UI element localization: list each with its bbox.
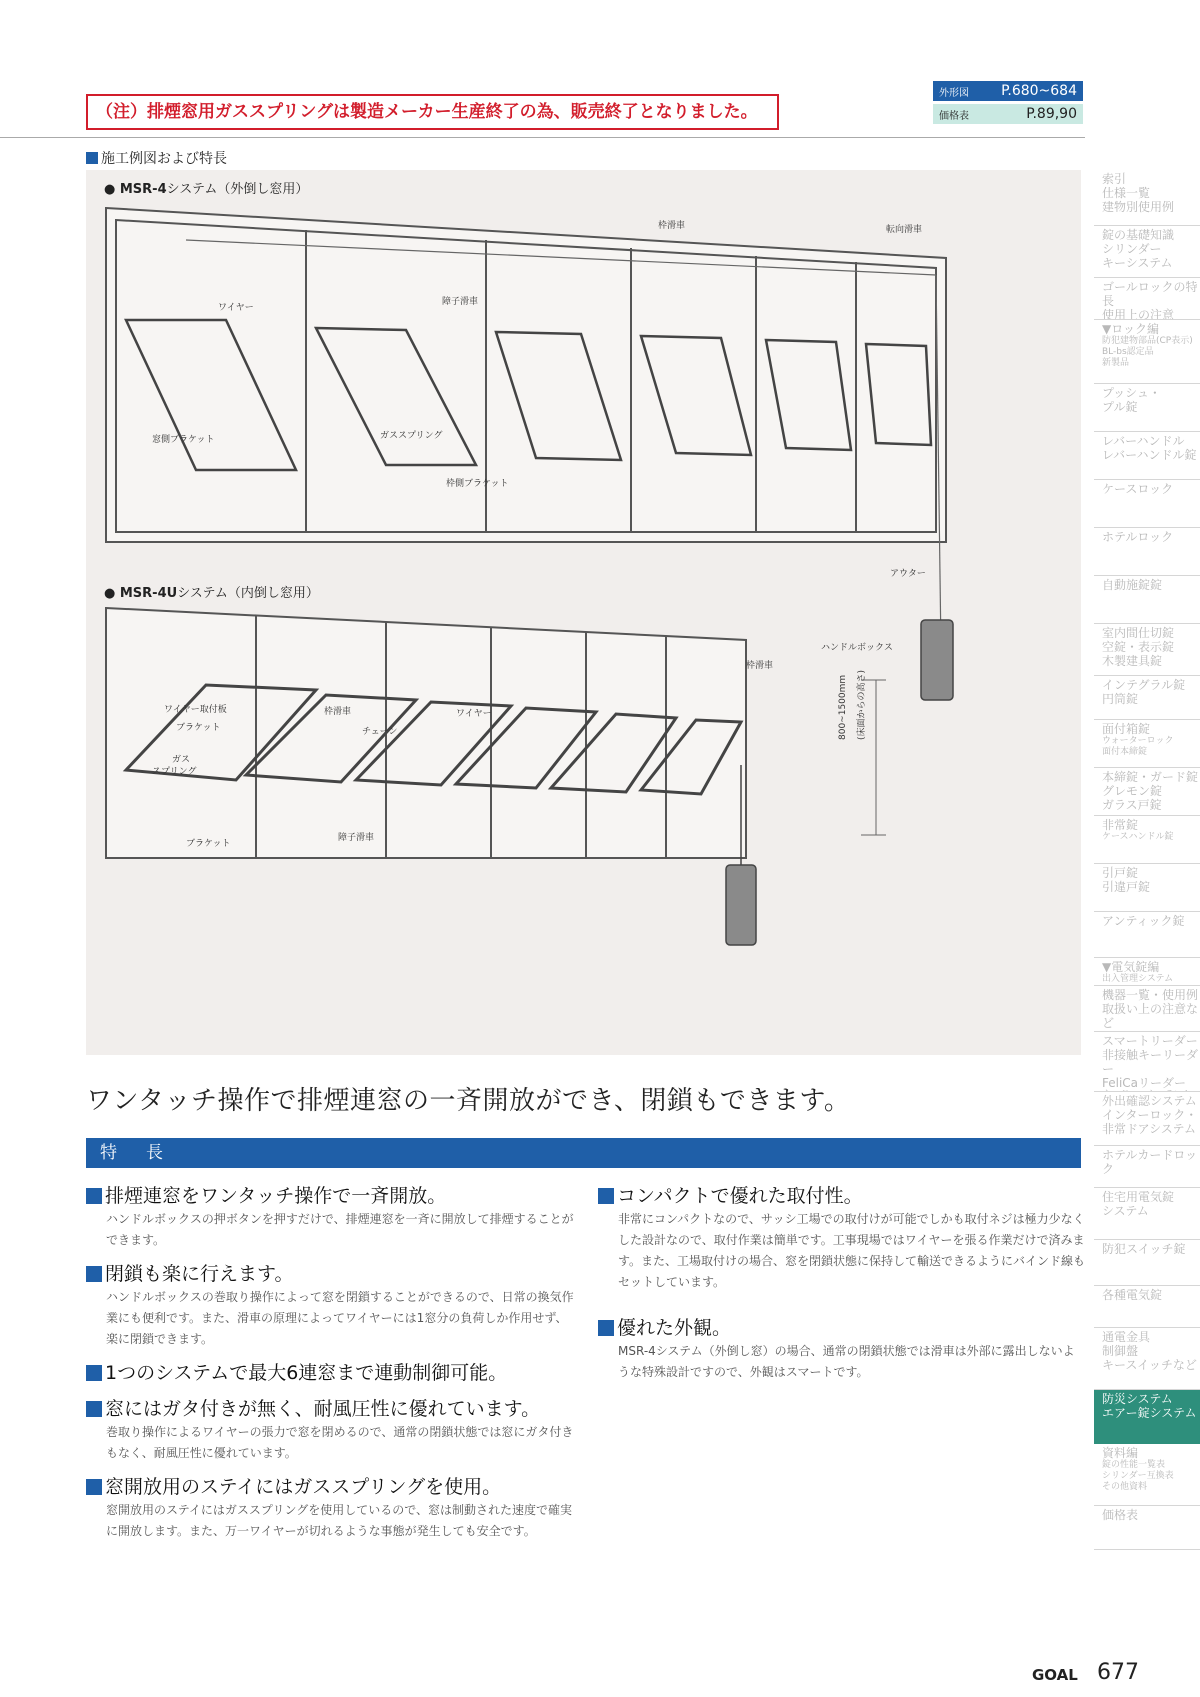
sidebar-tab[interactable] <box>1094 624 1200 676</box>
feature-body: 巻取り操作によるワイヤーの張力で窓を閉めるので、通常の閉鎖状態では窓にガタ付きもなく、耐風圧性に優れています。 <box>106 1425 574 1460</box>
sidebar-tab-label: 機器一覧・使用例 取扱い上の注意など <box>1102 988 1199 1030</box>
features-bar: 特 長 <box>86 1138 1081 1168</box>
feature-item <box>86 1261 576 1350</box>
installation-figure <box>86 170 1081 1055</box>
sidebar-tab[interactable] <box>1094 278 1200 320</box>
sidebar-tab[interactable] <box>1094 958 1200 986</box>
sidebar-tab-label: ▼ロック編 <box>1102 322 1159 336</box>
sidebar-tab-label: ゴールロックの特長 使用上の注意 <box>1102 280 1198 320</box>
feature-item <box>86 1360 576 1386</box>
sidebar-tab-label: 住宅用電気錠 システム <box>1102 1190 1175 1218</box>
brand-logo: GOAL <box>1032 1666 1078 1684</box>
sidebar-tab-label: 引戸錠 引違戸錠 <box>1102 866 1151 894</box>
feature-body: 非常にコンパクトなので、サッシ工場での取付けが可能でしかも取付ネジは極力少なくした設計なので、取付作業は簡単です。工事現場ではワイヤーを張る作業だけで済みます。また、工場取付けの場合、窓を閉鎖状態に保持して輸送できるようにバインド線もセットしています。 <box>618 1212 1086 1289</box>
callout-chain: チェーン <box>362 727 398 737</box>
sidebar-tab-sub: 防犯建物部品(CP表示) BL-bs認定品 新製品 <box>1102 336 1193 368</box>
sidebar-tab-label: レバーハンドル レバーハンドル錠 <box>1102 434 1197 462</box>
outline-pages: P.680~684 <box>1001 83 1077 99</box>
sidebar-tab-label: 室内間仕切錠 空錠・表示錠 木製建具錠 <box>1102 626 1175 668</box>
callout-frame-pulley: 枠滑車 <box>658 221 686 231</box>
callout-frame-pulley-2: 枠滑車 <box>324 707 352 717</box>
msr4u-window-frame <box>106 608 746 858</box>
callout-frame-bracket: 枠側ブラケット <box>446 479 509 489</box>
sidebar-tab-label: 各種電気錠 <box>1102 1288 1163 1302</box>
sidebar-tab[interactable] <box>1094 384 1200 432</box>
msr4-window-frame <box>106 208 946 542</box>
sidebar-tab[interactable] <box>1094 320 1200 384</box>
sidebar-tab-label: 通電金具 制御盤 キースイッチなど <box>1102 1330 1197 1372</box>
price-list-ref[interactable] <box>933 104 1083 124</box>
height-dim-label: 800~1500mm <box>838 674 848 740</box>
sidebar-tab-sub: ウォーターロック 面付本締錠 <box>1102 736 1174 757</box>
callout-bracket-upper: ブラケット <box>176 723 221 733</box>
feature-body: 窓開放用のステイにはガススプリングを使用しているので、窓は制動された速度で確実に開放します。また、万一ワイヤーが切れるような事態が発生しても安全です。 <box>106 1503 572 1538</box>
sidebar-tab-label: 価格表 <box>1102 1508 1139 1522</box>
sidebar-tab[interactable] <box>1094 986 1200 1032</box>
sidebar-tab[interactable] <box>1094 480 1200 528</box>
sidebar-tab-sub: 出入管理システム <box>1102 974 1174 984</box>
sidebar-tab-sub: 錠の性能一覧表 シリンダー互換表 その他資料 <box>1102 1460 1174 1492</box>
feature-body: ハンドルボックスの押ボタンを押すだけで、排煙連窓を一斉に開放して排煙することができます。 <box>106 1212 574 1247</box>
sidebar-tab[interactable] <box>1094 816 1200 864</box>
feature-title: 窓開放用のステイにはガススプリングを使用。 <box>86 1474 576 1500</box>
sidebar-tab[interactable] <box>1094 432 1200 480</box>
sidebar-tab[interactable] <box>1094 576 1200 624</box>
price-label: 価格表 <box>939 110 969 122</box>
sidebar-tab-label: ホテルカードロック <box>1102 1148 1198 1176</box>
sidebar-tab[interactable] <box>1094 1444 1200 1506</box>
feature-title: コンパクトで優れた取付性。 <box>598 1183 1086 1209</box>
feature-item <box>598 1315 1086 1383</box>
header-divider <box>0 137 1085 138</box>
callout-sash-pulley-lower: 障子滑車 <box>338 833 375 843</box>
sidebar-tab-label: プッシュ・ プル錠 <box>1102 386 1161 414</box>
sidebar-tab[interactable] <box>1094 1506 1200 1550</box>
features-right-column <box>598 1183 1086 1393</box>
sidebar-tab[interactable] <box>1094 226 1200 278</box>
sidebar-tab-label: ▼電気錠編 <box>1102 960 1160 974</box>
sidebar-tab-label: 本締錠・ガード錠 グレモン錠 ガラス戸錠 <box>1102 770 1199 812</box>
sidebar-tab[interactable] <box>1094 1390 1200 1444</box>
sidebar-tab-label: 自動施錠錠 <box>1102 578 1163 592</box>
sidebar-tab[interactable] <box>1094 1328 1200 1390</box>
callout-wire-mount-plate: ワイヤー取付板 <box>164 705 227 715</box>
sidebar-tab-label: 索引 仕様一覧 建物別使用例 <box>1102 172 1175 214</box>
callout-wire: ワイヤー <box>218 303 254 313</box>
msr4-model: ● MSR-4 <box>104 182 167 197</box>
callout-outer: アウター <box>890 569 926 579</box>
callout-spring: スプリング <box>152 767 197 777</box>
sidebar-tab[interactable] <box>1094 768 1200 816</box>
msr4u-model: ● MSR-4U <box>104 586 178 601</box>
sidebar-tab[interactable] <box>1094 1286 1200 1328</box>
msr4-note: システム（外倒し窓用） <box>166 182 309 197</box>
feature-body: ハンドルボックスの巻取り操作によって窓を閉鎖することができるので、日常の換気作業にも便利です。また、滑車の原理によってワイヤーには1窓分の負荷しか作用せず、楽に閉鎖できます。 <box>106 1290 574 1346</box>
callout-gas-spring: ガススプリング <box>380 431 443 441</box>
sidebar-tab-label: 錠の基礎知識 シリンダー キーシステム <box>1102 228 1175 270</box>
sidebar-tab[interactable] <box>1094 912 1200 958</box>
callout-wire-lower: ワイヤー <box>456 709 492 719</box>
sidebar-tab-label: 資料編 <box>1102 1446 1139 1460</box>
sidebar-tab[interactable] <box>1094 864 1200 912</box>
sidebar-tab[interactable] <box>1094 1092 1200 1146</box>
sidebar-tab-label: 防災システム エアー錠システム <box>1102 1392 1197 1420</box>
outline-drawing-ref[interactable] <box>933 81 1083 101</box>
features-left-column <box>86 1183 576 1552</box>
msr4u-note: システム（内倒し窓用） <box>177 586 319 601</box>
feature-item <box>598 1183 1086 1293</box>
sidebar-tab-label: ケースロック <box>1102 482 1174 496</box>
sidebar-tab[interactable] <box>1094 720 1200 768</box>
page-number: 677 <box>1097 1660 1139 1685</box>
sidebar-tab-label: 面付箱錠 <box>1102 722 1151 736</box>
sidebar-tab-label: アンティック錠 <box>1102 914 1185 928</box>
sidebar-tab[interactable] <box>1094 1032 1200 1092</box>
sidebar-tab-label: 外出確認システム インターロック・ 非常ドアシステム <box>1102 1094 1198 1136</box>
callout-bracket-lower: ブラケット <box>186 839 231 849</box>
callout-sash-pulley: 障子滑車 <box>442 297 479 307</box>
sidebar-tab[interactable] <box>1094 676 1200 720</box>
callout-gas: ガス <box>172 755 191 765</box>
sidebar-tab[interactable] <box>1094 528 1200 576</box>
feature-title: 閉鎖も楽に行えます。 <box>86 1261 576 1287</box>
height-dim-note: (床面からの高さ) <box>857 669 867 740</box>
section-title: 施工例図および特長 <box>86 148 227 168</box>
msr4u-label <box>104 582 319 601</box>
sidebar-tab-label: 非常錠 <box>1102 818 1139 832</box>
sidebar-tab-label: スマートリーダー 非接触キーリーダー FeliCaリーダー <box>1102 1034 1199 1090</box>
headline: ワンタッチ操作で排煙連窓の一斉開放ができ、閉鎖もできます。 <box>86 1086 851 1116</box>
feature-title: 窓にはガタ付きが無く、耐風圧性に優れています。 <box>86 1396 576 1422</box>
feature-title: 1つのシステムで最大6連窓まで連動制御可能。 <box>86 1360 576 1386</box>
index-sidebar <box>1094 170 1200 1550</box>
price-pages: P.89,90 <box>1026 106 1077 122</box>
sidebar-tab[interactable] <box>1094 1188 1200 1240</box>
feature-body: MSR-4システム（外倒し窓）の場合、通常の閉鎖状態では滑車は外部に露出しないような特殊設計ですので、外観はスマートです。 <box>618 1344 1075 1379</box>
msr4-label <box>104 178 308 197</box>
sidebar-tab[interactable] <box>1094 1240 1200 1286</box>
sidebar-tab-sub: ケースハンドル錠 <box>1102 832 1174 842</box>
callout-turning-pulley: 転向滑車 <box>886 225 923 235</box>
outline-label: 外形図 <box>939 87 969 99</box>
feature-title: 優れた外観。 <box>598 1315 1086 1341</box>
sidebar-tab-label: ホテルロック <box>1102 530 1174 544</box>
sidebar-tab-label: インテグラル錠 円筒錠 <box>1102 678 1186 706</box>
feature-item <box>86 1183 576 1251</box>
feature-item <box>86 1396 576 1464</box>
callout-frame-pulley-lower: 枠滑車 <box>746 661 774 671</box>
callout-handle-box: ハンドルボックス <box>821 643 893 653</box>
feature-item <box>86 1474 576 1542</box>
sidebar-tab[interactable] <box>1094 170 1200 226</box>
discontinued-notice: （注）排煙窓用ガススプリングは製造メーカー生産終了の為、販売終了となりました。 <box>86 94 779 130</box>
sidebar-tab-label: 防犯スイッチ錠 <box>1102 1242 1186 1256</box>
callout-window-bracket: 窓側ブラケット <box>152 435 215 445</box>
feature-title: 排煙連窓をワンタッチ操作で一斉開放。 <box>86 1183 576 1209</box>
sidebar-tab[interactable] <box>1094 1146 1200 1188</box>
